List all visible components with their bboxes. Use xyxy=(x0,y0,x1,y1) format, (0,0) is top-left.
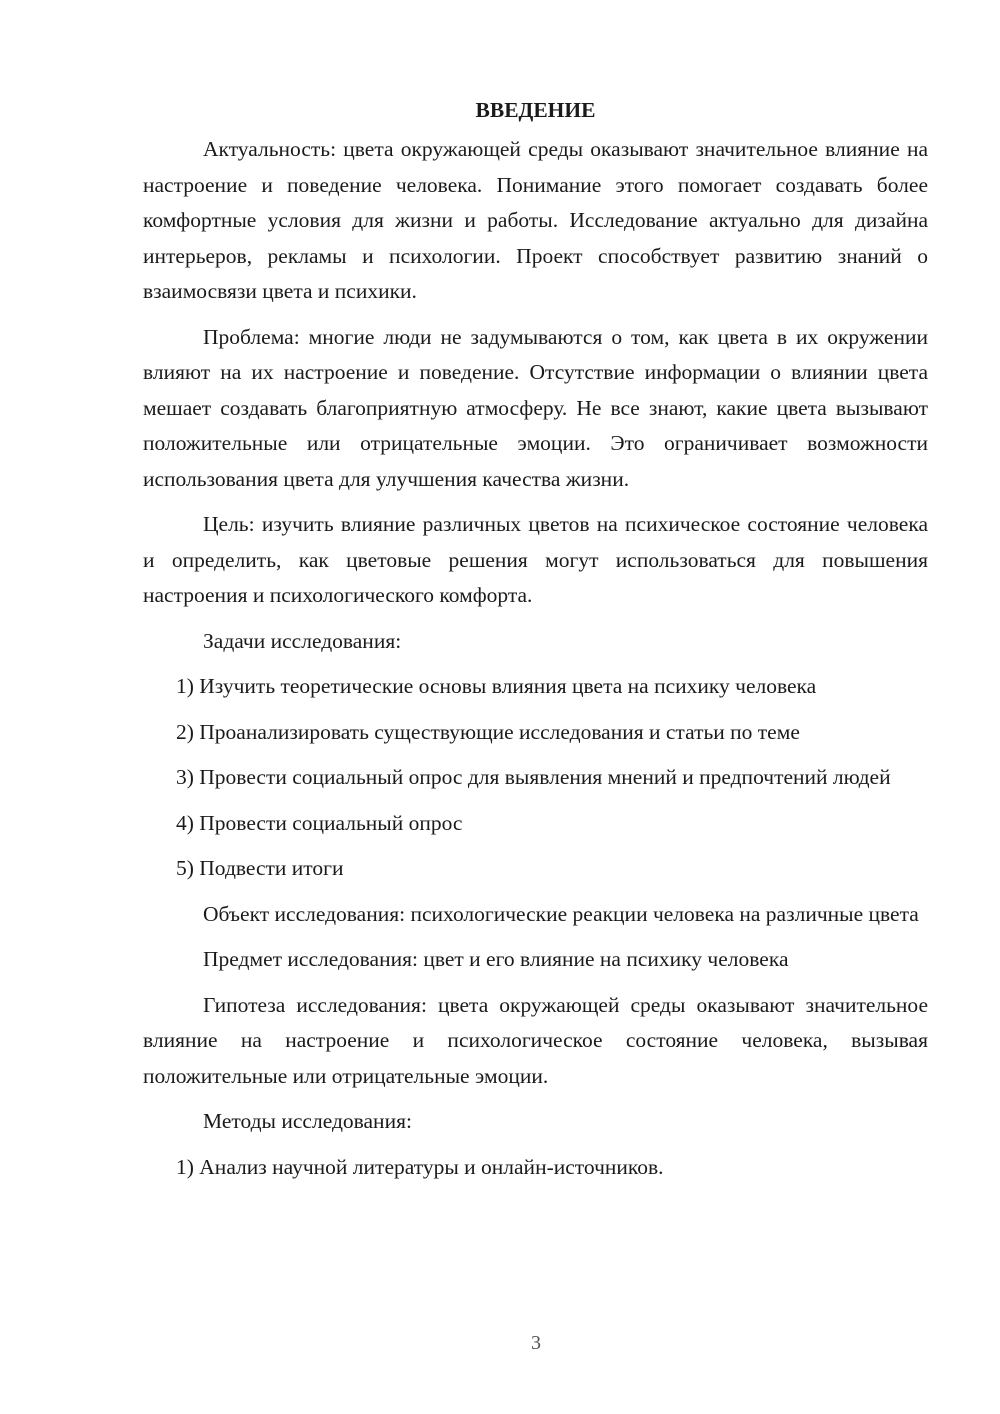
problem-paragraph: Проблема: многие люди не задумываются о том, как цвета в их окружении влияют на их настроение и поведение. Отсутствие информации о влиянии цвета мешает создавать благоприятную атмосферу. Не все знают, какие цвета вызывают положительные или отрицательные эмоции. Это ограничивает возможности использования цвета для улучшения качества жизни. xyxy=(143,324,928,491)
task-item-1: 1) Изучить теоретические основы влияния цвета на психику человека xyxy=(176,674,817,698)
goal-paragraph: Цель: изучить влияние различных цветов на психическое состояние человека и определить, как цветовые решения могут использоваться для повышения настроения и психологического комфорта. xyxy=(143,512,928,607)
document-page xyxy=(143,92,928,1195)
hypothesis-paragraph: Гипотеза исследования: цвета окружающей среды оказывают значительное влияние на настроение и психологическое состояние человека, вызывая положительные или отрицательные эмоции. xyxy=(143,992,928,1088)
methods-title: Методы исследования: xyxy=(203,1109,412,1133)
section-heading: ВВЕДЕНИЕ xyxy=(475,98,596,122)
object-paragraph: Объект исследования: психологические реакции человека на различные цвета xyxy=(203,901,919,926)
task-item-5: 5) Подвести итоги xyxy=(176,856,344,880)
relevance-paragraph: Актуальность: цвета окружающей среды оказывают значительное влияние на настроение и поведение человека. Понимание этого помогает создавать более комфортные условия для жизни и работы. Исследование актуально для дизайна интерьеров, рекламы и психологии. Проект способствует развитию знаний о взаимосвязи цвета и психики. xyxy=(143,137,928,303)
page-number: 3 xyxy=(531,1332,541,1354)
method-item-1: 1) Анализ научной литературы и онлайн-источников. xyxy=(176,1154,664,1179)
task-item-4: 4) Провести социальный опрос xyxy=(176,810,463,835)
task-item-2: 2) Проанализировать существующие исследования и статьи по теме xyxy=(176,719,800,744)
tasks-title: Задачи исследования: xyxy=(203,628,402,653)
task-item-3: 3) Провести социальный опрос для выявления мнений и предпочтений людей xyxy=(176,765,891,789)
subject-paragraph: Предмет исследования: цвет и его влияние на психику человека xyxy=(203,947,789,971)
